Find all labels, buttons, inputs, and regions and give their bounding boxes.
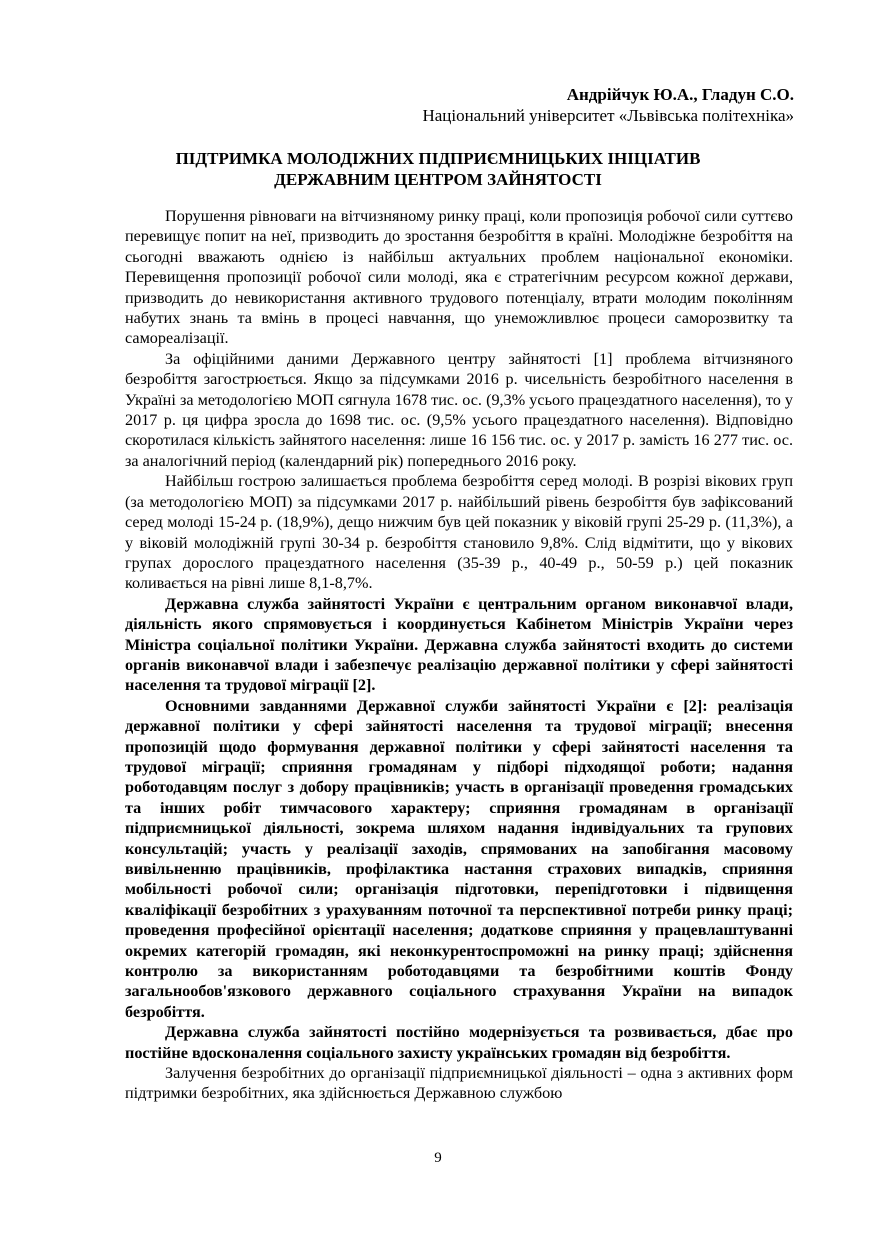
paragraph-6: Державна служба зайнятості постійно модернізується та розвивається, дбає про постійне вдосконалення соціального захисту українських громадян від безробіття. <box>125 1023 793 1062</box>
paragraph-3: Найбільш гострою залишається проблема безробіття серед молоді. В розрізі вікових груп (за методологією МОП) за підсумками 2017 р. найбільший рівень безробіття був зафіксований серед молоді 15-24 р. (18,9%), дещо нижчим був цей показник у віковій групі 25-29 р. (11,3%), а у віковій молодіжній групі 30-34 р. безробіття становило 9,8%. Слід відмітити, що у вікових групах дорослого працездатного населення (35-39 р., 40-49 р., 50-59 р.) цей показник коливається на рівні лише 8,1-8,7%. <box>125 472 793 593</box>
paragraph-5: Основними завданнями Державної служби зайнятості України є [2]: реалізація державної політики у сфері зайнятості населення та трудової міграції; внесення пропозицій щодо формування державної політики у сфері зайнятості населення та трудової міграції; сприяння громадянам у підборі підходящої роботи; надання роботодавцям послуг з добору працівників; участь в організації проведення громадських та інших робіт тимчасового характеру; сприяння громадянам в організації підприємницької діяльності, зокрема шляхом надання індивідуальних та групових консультацій; участь у реалізації заходів, спрямованих на запобігання масовому вивільненню працівників, профілактика настання страхових випадків, сприяння мобільності робочої сили; організація підготовки, перепідготовки і підвищення кваліфікації безробітних з урахуванням поточної та перспективної потреби ринку праці; проведення професійної орієнтації населення; додаткове сприяння у працевлаштуванні окремих категорій громадян, які неконкурентоспроможні на ринку праці; здійснення контролю за використанням роботодавцями та безробітними коштів Фонду загальнообов'язкового державного соціального страхування України на випадок безробіття. <box>125 696 793 1021</box>
title-line-2: ДЕРЖАВНИМ ЦЕНТРОМ ЗАЙНЯТОСТІ <box>274 170 602 189</box>
paragraph-2: За офіційними даними Державного центру зайнятості [1] проблема вітчизняного безробіття загострюється. Якщо за підсумками 2016 р. чисельність безробітного населення в Україні за методологією МОП сягнула 1678 тис. ос. (9,3% усього працездатного населення), то у 2017 р. ця цифра зросла до 1698 тис. ос. (9,5% усього працездатного населення). Відповідно скоротилася кількість зайнятого населення: лише 16 156 тис. ос. у 2017 р. замість 16 277 тис. ос. за аналогічний період (календарний рік) попереднього 2016 року. <box>125 349 793 470</box>
paragraph-7: Залучення безробітних до організації підприємницької діяльності – одна з активних форм підтримки безробітних, яка здійснюється Державною службою <box>125 1064 793 1103</box>
paragraph-1: Порушення рівноваги на вітчизняному ринку праці, коли пропозиція робочої сили суттєво перевищує попит на неї, призводить до зростання безробіття в країні. Молодіжне безробіття на сьогодні вважають однією із найбільш актуальних проблем національної економіки. Перевищення пропозиції робочої сили молоді, яка є стратегічним ресурсом кожної держави, призводить до невикористання активного трудового потенціалу, втрати молодим поколінням набутих знань та вмінь в процесі навчання, що унеможливлює процеси саморозвитку та самореалізації. <box>125 207 793 348</box>
body-text <box>125 206 793 1104</box>
affiliation: Національний університет «Львівська політехніка» <box>422 106 794 125</box>
page-number: 9 <box>434 1150 442 1166</box>
title-line-1: ПІДТРИМКА МОЛОДІЖНИХ ПІДПРИЄМНИЦЬКИХ ІНІЦІАТИВ <box>175 149 701 168</box>
paragraph-4: Державна служба зайнятості України є центральним органом виконавчої влади, діяльність якого спрямовується і координується Кабінетом Міністрів України через Міністра соціальної політики України. Державна служба зайнятості входить до системи органів виконавчої влади і забезпечує реалізацію державної політики у сфері зайнятості населення та трудової міграції [2]. <box>125 594 793 695</box>
authors: Андрійчук Ю.А., Гладун С.О. <box>566 85 794 104</box>
paper-title <box>82 148 794 190</box>
